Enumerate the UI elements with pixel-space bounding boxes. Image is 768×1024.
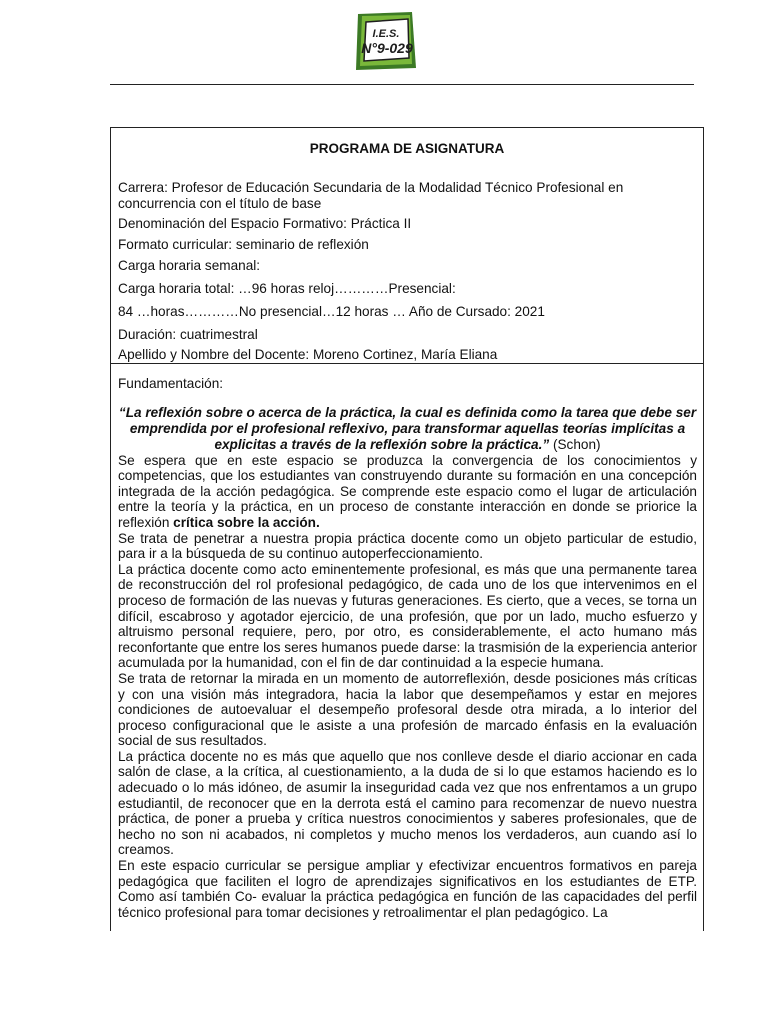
paragraph-3: La práctica docente como acto eminentemente profesional, es más que una permanente tarea de reconstrucción del rol profesional pedagógico, de cada uno de los que intervenimos en el proceso de formación de las nuevas y futuras generaciones. Es cierto, que a veces, se torna un difícil, escabroso y agotador ejercicio, de una profesión, que por un lado, mucho esfuerzo y altruismo personal requiere, pero, por otro, es considerablemente, el acto humano más reconfortante que entre los seres humanos puede darse: la trasmisión de la experiencia anterior acumulada por la humanidad, con el fin de dar continuidad a la especie humana.	[118, 561, 697, 671]
ies-logo-graphic	[352, 10, 418, 72]
denominacion-line: Denominación del Espacio Formativo: Práctica II	[118, 216, 412, 231]
carga-total-line-2: 84 …horas…………No presencial…12 horas … Año de Cursado: 2021	[118, 304, 545, 319]
epigraph-quote	[118, 405, 697, 453]
carga-semanal-line: Carga horaria semanal:	[118, 258, 261, 273]
paragraph-2: Se trata de penetrar a nuestra propia práctica docente como un objeto particular de estudio, para ir a la búsqueda de su continuo autoperfeccionamiento.	[118, 530, 697, 562]
paragraph-1	[118, 453, 697, 531]
fundamentacion-label: Fundamentación:	[118, 376, 224, 391]
header-divider	[110, 84, 694, 85]
program-table	[110, 127, 704, 931]
paragraph-6: En este espacio curricular se persigue ampliar y efectivizar encuentros formativos en pareja pedagógica que faciliten el logro de aprendizajes significativos en los estudiantes de ETP. Como así también Co- evaluar la práctica pedagógica en función de las capacidades del perfil técnico profesional para tomar decisiones y retroalimentar el plan pedagógico. La	[118, 858, 697, 920]
carrera-line-2: concurrencia con el título de base	[118, 196, 322, 211]
carrera-line-1: Carrera: Profesor de Educación Secundaria de la Modalidad Técnico Profesional en	[118, 180, 624, 195]
quote-author: (Schon)	[549, 436, 601, 452]
paragraph-4: Se trata de retornar la mirada en un momento de autorreflexión, desde posiciones más críticas y con una visión más integradora, hacia la labor que desempeñamos y estar en mejores condiciones de autoevaluar el desempeño profesoral desde otra mirada, a lo interior del proceso configuracional que le asiste a una profesión de marcado énfasis en la evaluación social de sus resultados.	[118, 670, 697, 749]
paragraph-1-bold: crítica sobre la acción.	[173, 514, 320, 530]
paragraph-5: La práctica docente no es más que aquello que nos conlleve desde el diario accionar en cada salón de clase, a la crítica, al cuestionamiento, a la duda de si lo que estamos haciendo es lo adecuado o lo más idóneo, de asumir la inseguridad cada vez que nos enfrentamos a un grupo estudiantil, de reconocer que en la derrota está el camino para recomenzar de nuevo nuestra práctica, de poner a prueba y crítica nuestros conocimientos y saberes profesionales, que de hecho no son ni acabados, ni completos y mucho menos los verdaderos, aun cuando así lo creamos.	[118, 748, 697, 858]
quote-text: “La reflexión sobre o acerca de la práctica, la cual es definida como la tarea que debe ser emprendida por el profesional reflexivo, para transformar aquellas teorías implícitas a explicitas a través de la reflexión sobre la práctica.”	[118, 404, 697, 452]
paragraph-1-text: Se espera que en este espacio se produzca la convergencia de los conocimientos y competencias, que los estudiantes van construyendo durante su formación en una concepción integrada de la acción pedagógica. Se comprende este espacio como el lugar de articulación entre la teoría y la práctica, en un proceso de constante interacción en donde se priorice la reflexión	[118, 452, 697, 530]
institution-logo	[352, 10, 418, 72]
carga-total-line-1: Carga horaria total: …96 horas reloj…………Presencial:	[118, 281, 456, 296]
program-info-cell	[111, 128, 703, 364]
program-title: PROGRAMA DE ASIGNATURA	[309, 141, 505, 156]
duracion-line: Duración: cuatrimestral	[118, 327, 258, 342]
formato-line: Formato curricular: seminario de reflexión	[118, 237, 369, 252]
fundamentacion-cell	[111, 364, 703, 920]
logo-text-line2: N°9-029	[361, 40, 413, 56]
docente-line: Apellido y Nombre del Docente: Moreno Cortinez, María Eliana	[118, 347, 498, 362]
logo-text-line1: I.E.S.	[372, 28, 400, 40]
